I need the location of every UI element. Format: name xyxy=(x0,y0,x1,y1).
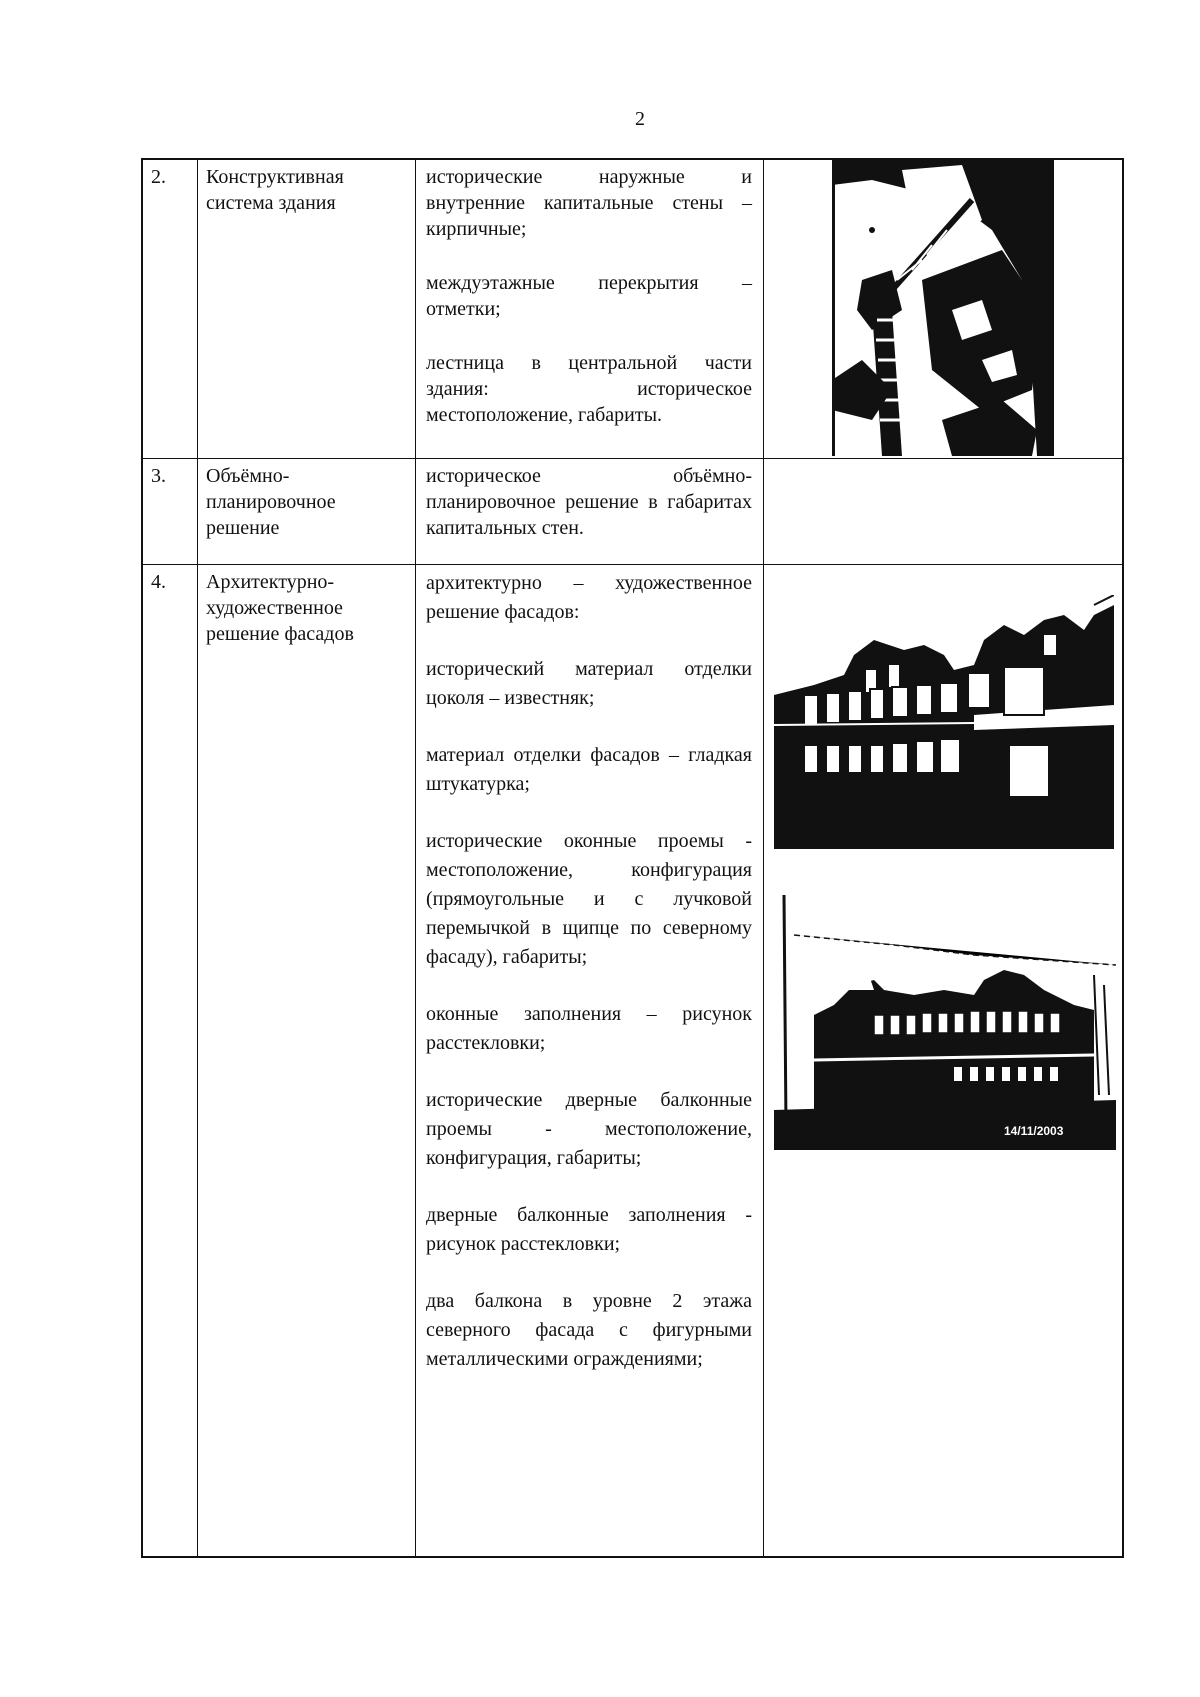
feature-name: Объёмно-планировочное решение xyxy=(198,459,416,564)
feature-name: Архитектурно-художественное решение фасадов xyxy=(198,565,416,1556)
list-item: исторические оконные проемы - местоположение, конфигурация (прямоугольные и с лучковой перемычкой в щипце по северному фасаду), габариты; xyxy=(426,830,752,968)
staircase-photo xyxy=(832,160,1054,456)
list-item: оконные заполнения – рисунок расстекловки; xyxy=(426,1003,752,1054)
feature-description xyxy=(416,459,764,564)
photo-cell xyxy=(764,160,1122,458)
list-item: лестница в центральной части здания: историческое местоположение, габариты. xyxy=(426,352,752,426)
row-number: 4. xyxy=(143,565,198,1556)
list-item: исторический материал отделки цоколя – известняк; xyxy=(426,658,752,709)
row-number: 2. xyxy=(143,160,198,458)
photo-cell xyxy=(764,459,1122,564)
table-row xyxy=(143,160,1122,459)
facade-photo-2 xyxy=(774,895,1116,1150)
feature-name: Конструктивная система здания xyxy=(198,160,416,458)
list-item: архитектурно – художественное решение фасадов: xyxy=(426,572,752,623)
table-row xyxy=(143,565,1122,1556)
facade-photo-1 xyxy=(774,595,1114,849)
list-item: междуэтажные перекрытия – отметки; xyxy=(426,272,752,320)
row-number: 3. xyxy=(143,459,198,564)
feature-description xyxy=(416,565,764,1556)
feature-description xyxy=(416,160,764,458)
list-item: исторические дверные балконные проемы - местоположение, конфигурация, габариты; xyxy=(426,1089,752,1169)
list-item: историческое объёмно-планировочное решение в габаритах капитальных стен. xyxy=(426,465,752,539)
list-item: материал отделки фасадов – гладкая штукатурка; xyxy=(426,744,752,795)
list-item: два балкона в уровне 2 этажа северного фасада с фигурными металлическими ограждениями; xyxy=(426,1290,752,1370)
table-row xyxy=(143,459,1122,565)
features-table xyxy=(141,158,1124,1558)
photo-cell xyxy=(764,565,1122,1556)
page-number: 2 xyxy=(635,108,645,130)
photo-date-stamp: 14/11/2003 xyxy=(1004,1124,1064,1138)
list-item: дверные балконные заполнения - рисунок расстекловки; xyxy=(426,1204,752,1255)
list-item: исторические наружные и внутренние капитальные стены – кирпичные; xyxy=(426,166,752,240)
